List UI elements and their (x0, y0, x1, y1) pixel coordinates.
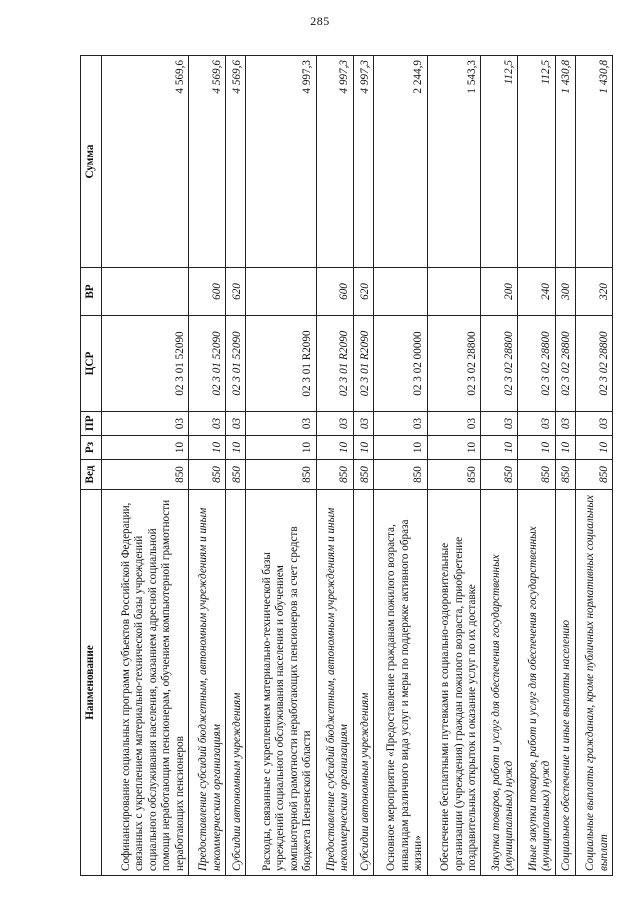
cell-csr: 02 3 02 28800 (575, 316, 612, 412)
cell-rz: 10 (226, 436, 246, 460)
cell-rz: 10 (353, 436, 373, 460)
cell-name: Субсидии автономным учреждениям (226, 490, 246, 876)
cell-pr: 03 (575, 412, 612, 436)
cell-ved: 850 (555, 460, 575, 490)
cell-vr: 600 (189, 268, 226, 316)
cell-pr: 03 (427, 412, 481, 436)
cell-sum: 4 569,6 (189, 56, 226, 268)
cell-sum: 1 430,8 (555, 56, 575, 268)
cell-csr: 02 3 01 R2090 (353, 316, 373, 412)
cell-name: Социальные выплаты гражданам, кроме публичных нормативных социальных выплат (575, 490, 612, 876)
cell-csr: 02 3 02 28800 (481, 316, 518, 412)
table-row (575, 56, 612, 876)
cell-vr: 200 (481, 268, 518, 316)
cell-rz: 10 (102, 436, 189, 460)
cell-name: Субсидии автономным учреждениям (353, 490, 373, 876)
table-row (246, 56, 316, 876)
cell-csr: 02 3 02 28800 (518, 316, 555, 412)
cell-rz: 10 (518, 436, 555, 460)
cell-rz: 10 (246, 436, 316, 460)
cell-ved: 850 (518, 460, 555, 490)
table-row (518, 56, 555, 876)
cell-csr: 02 3 01 R2090 (246, 316, 316, 412)
cell-pr: 03 (353, 412, 373, 436)
cell-sum: 112,5 (518, 56, 555, 268)
cell-csr: 02 3 02 28800 (427, 316, 481, 412)
cell-pr: 03 (481, 412, 518, 436)
rotated-table-container (80, 56, 613, 876)
cell-name: Социальное обеспечение и иные выплаты населению (555, 490, 575, 876)
cell-vr: 300 (555, 268, 575, 316)
table-row (555, 56, 575, 876)
header-vr: ВР (81, 268, 102, 316)
cell-csr: 02 3 01 52090 (226, 316, 246, 412)
cell-pr: 03 (555, 412, 575, 436)
cell-rz: 10 (555, 436, 575, 460)
cell-name: Предоставление субсидий бюджетным, автономным учреждениям и иным некоммерческим организациям (189, 490, 226, 876)
cell-vr: 320 (575, 268, 612, 316)
cell-vr: 620 (226, 268, 246, 316)
table-row (189, 56, 226, 876)
cell-pr: 03 (518, 412, 555, 436)
cell-rz: 10 (316, 436, 353, 460)
table-body (102, 56, 613, 876)
cell-csr: 02 3 02 28800 (555, 316, 575, 412)
page-number: 285 (310, 14, 330, 28)
table-row (226, 56, 246, 876)
cell-ved: 850 (374, 460, 428, 490)
cell-sum: 1 543,3 (427, 56, 481, 268)
cell-pr: 03 (189, 412, 226, 436)
cell-vr: 620 (353, 268, 373, 316)
cell-rz: 10 (575, 436, 612, 460)
cell-rz: 10 (481, 436, 518, 460)
cell-pr: 03 (374, 412, 428, 436)
cell-sum: 112,5 (481, 56, 518, 268)
cell-sum: 4 997,3 (316, 56, 353, 268)
cell-sum: 4 997,3 (353, 56, 373, 268)
header-name: Наименование (81, 490, 102, 876)
cell-rz: 10 (427, 436, 481, 460)
cell-sum: 4 997,3 (246, 56, 316, 268)
table-row (481, 56, 518, 876)
cell-ved: 850 (246, 460, 316, 490)
cell-rz: 10 (374, 436, 428, 460)
cell-sum: 1 430,8 (575, 56, 612, 268)
cell-ved: 850 (226, 460, 246, 490)
cell-sum: 2 244,9 (374, 56, 428, 268)
header-pr: ПР (81, 412, 102, 436)
header-csr: ЦСР (81, 316, 102, 412)
cell-rz: 10 (189, 436, 226, 460)
cell-pr: 03 (102, 412, 189, 436)
table-header-row (81, 56, 102, 876)
cell-ved: 850 (427, 460, 481, 490)
table-row (316, 56, 353, 876)
cell-name: Предоставление субсидий бюджетным, автономным учреждениям и иным некоммерческим организациям (316, 490, 353, 876)
cell-csr: 02 3 01 52090 (189, 316, 226, 412)
cell-vr (102, 268, 189, 316)
cell-name: Иные закупки товаров, работ и услуг для обеспечения государственных (муниципальных) нужд (518, 490, 555, 876)
cell-name: Софинансирование социальных программ субъектов Российской Федерации, связанных с укреплением материально-технической базы учреждений социального обслуживания населения, оказанием адресной социальной помощи неработающим пенсионерам, обучением компьютерной грамотности неработающих пенсионеров (102, 490, 189, 876)
table-row (353, 56, 373, 876)
cell-csr: 02 3 02 00000 (374, 316, 428, 412)
header-rz: Рз (81, 436, 102, 460)
cell-name: Основное мероприятие «Предоставление гражданам пожилого возраста, инвалидам различного вида услуг и меры по поддержке активного образа жизни» (374, 490, 428, 876)
cell-sum: 4 569,6 (226, 56, 246, 268)
cell-pr: 03 (246, 412, 316, 436)
cell-sum: 4 569,6 (102, 56, 189, 268)
cell-name: Расходы, связанные с укреплением материально-технической базы учреждений социального обслуживания населения и обучением компьютерной грамотности неработающих пенсионеров за счет средств бюджета Пензенской области (246, 490, 316, 876)
cell-ved: 850 (316, 460, 353, 490)
cell-pr: 03 (316, 412, 353, 436)
cell-name: Закупка товаров, работ и услуг для обеспечения государственных (муниципальных) нужд (481, 490, 518, 876)
cell-ved: 850 (575, 460, 612, 490)
cell-ved: 850 (189, 460, 226, 490)
cell-ved: 850 (353, 460, 373, 490)
cell-ved: 850 (102, 460, 189, 490)
header-ved: Вед (81, 460, 102, 490)
cell-name: Обеспечение бесплатными путевками в социально-оздоровительные организации (учреждения) граждан пожилого возраста, приобретение поздравительных открыток и оказание услуг по их доставке (427, 490, 481, 876)
table-row (374, 56, 428, 876)
cell-csr: 02 3 01 R2090 (316, 316, 353, 412)
cell-vr (374, 268, 428, 316)
cell-vr (427, 268, 481, 316)
budget-table (80, 55, 613, 876)
cell-ved: 850 (481, 460, 518, 490)
cell-csr: 02 3 01 52090 (102, 316, 189, 412)
cell-vr: 240 (518, 268, 555, 316)
cell-pr: 03 (226, 412, 246, 436)
table-row (102, 56, 189, 876)
table-row (427, 56, 481, 876)
header-sum: Сумма (81, 56, 102, 268)
cell-vr: 600 (316, 268, 353, 316)
cell-vr (246, 268, 316, 316)
